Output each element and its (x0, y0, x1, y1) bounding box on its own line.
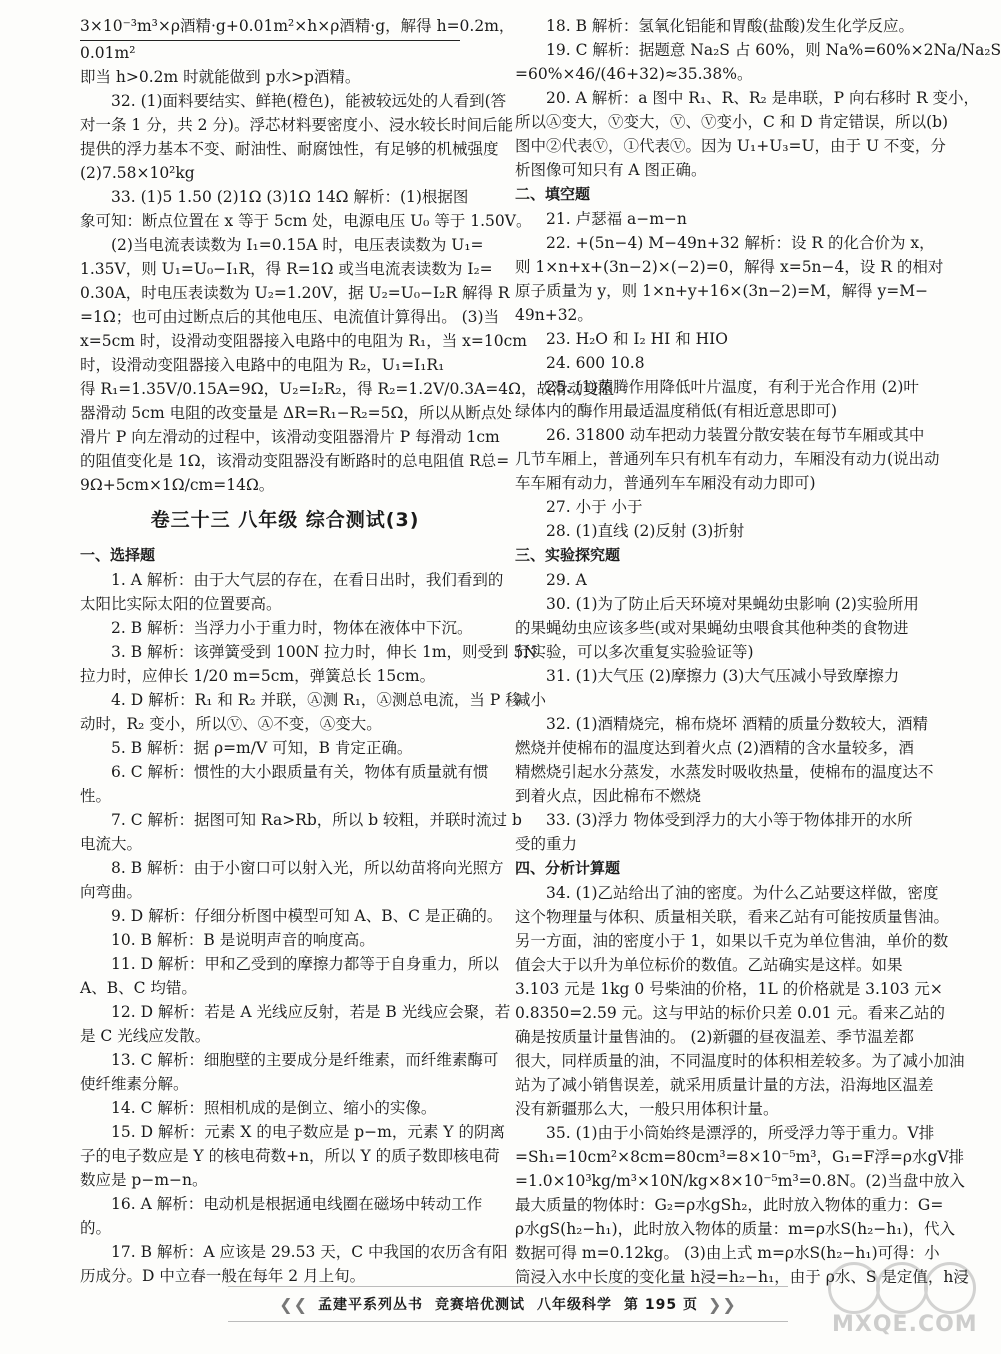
text-line: 绿体内的酶作用最适温度稍低(有相近意思即可) (515, 402, 838, 420)
text-line: 向弯曲。 (80, 883, 143, 901)
watermark-circle-icon (924, 1262, 976, 1314)
text-line: 时，设滑动变阻器接入电路中的电阻为 R₂，U₁=I₁R₁ (80, 356, 445, 374)
text-line: 8. B 解析：由于小窗口可以射入光，所以幼苗将向光照方 (111, 859, 504, 877)
text-line: 33. (1)5 1.50 (2)1Ω (3)1Ω 14Ω 解析：(1)根据图 (111, 188, 469, 206)
text-line: 是 C 光线应发散。 (80, 1027, 211, 1045)
section-heading: 二、填空题 (515, 185, 591, 203)
text-line: 这个物理量与体积、质量相关联，看来乙站有可能按质量售油。 (515, 908, 950, 926)
footer-series: 孟建平系列丛书 (318, 1297, 423, 1313)
text-line: 16. A 解析：电动机是根据通电线圈在磁场中转动工作 (111, 1195, 483, 1213)
text-line: 9Ω+5cm×1Ω/cm=14Ω。 (80, 476, 275, 494)
text-line: 9. D 解析：仔细分析图中模型可知 A、B、C 是正确的。 (111, 907, 503, 925)
text-line: 很大，同样质量的油，不同温度时的体积相差较多。为了减小加油 (515, 1052, 965, 1070)
text-line: 1.35V，则 U₁=U₀−I₁R，得 R=1Ω 或当电流表读数为 I₂= (80, 260, 493, 278)
text-line: 的果蝇幼虫应该多些(或对果蝇幼虫喂食其他种类的食物进 (515, 619, 909, 637)
watermark-circle-icon (876, 1262, 928, 1314)
right-column (515, 14, 1001, 1289)
text-line: 26. 31800 动车把动力装置分散安装在每节车厢或其中 (546, 426, 925, 444)
text-line: A、B、C 均错。 (80, 979, 197, 997)
footer-subject: 八年级科学 (537, 1297, 612, 1313)
text-line: 拉力时，应伸长 1/20 m=5cm，弹簧总长 15cm。 (80, 667, 436, 685)
text-line: 27. 小于 小于 (546, 498, 643, 516)
text-line: 筒浸入水中长度的变化量 h浸=h₂−h₁，由于 ρ水、S 是定值，h浸 (515, 1268, 969, 1286)
text-line: 最大质量的物体时：G₂=ρ水gSh₂，此时放入物体的重力：G= (515, 1196, 944, 1214)
text-line: 数据可得 m=0.12kg。 (3)由上式 m=ρ水S(h₂−h₁)可得：小 (515, 1244, 940, 1262)
text-line: 滑片 P 向左滑动的过程中，该滑动变阻器滑片 P 每滑动 1cm (80, 428, 500, 446)
footer-page-number: 第 195 页 (624, 1297, 698, 1313)
text-line: 33. (3)浮力 物体受到浮力的大小等于物体排开的水所 (546, 811, 913, 829)
text-line: 10. B 解析：B 是说明声音的响度高。 (111, 931, 375, 949)
text-line: 19. C 解析：据题意 Na₂S 占 60%，则 Na%=60%×2Na/Na₂S (546, 41, 1001, 59)
text-line: 20. A 解析：a 图中 R₁、R、R₂ 是串联，P 向右移时 R 变小， (546, 89, 980, 107)
text-line: 22. +(5n−4) M−49n+32 解析：设 R 的化合价为 x， (546, 234, 935, 252)
text-line: x=5cm 时，设滑动变阻器接入电路中的电阻为 R₁，当 x=10cm (80, 332, 527, 350)
text-line: 5. B 解析：据 ρ=m/V 可知，B 肯定正确。 (111, 739, 413, 757)
section-heading: 一、选择题 (80, 546, 156, 564)
text-line: 0.8350=2.59 元。这与甲站的标价只差 0.01 元。看来乙站的 (515, 1004, 946, 1022)
text-line: 6. C 解析：惯性的大小跟质量有关，物体有质量就有惯 (111, 763, 489, 781)
text-line: 历成分。D 中立春一般在每年 2 月上旬。 (80, 1267, 366, 1285)
text-line: 3. B 解析：该弹簧受到 100N 拉力时，伸长 1m，则受到 5N (111, 643, 537, 661)
text-line: 太阳比实际太阳的位置要高。 (80, 595, 282, 613)
text-line: 车车厢有动力，普通列车车厢没有动力即可) (515, 474, 816, 492)
text-line: 21. 卢瑟福 a−m−n (546, 210, 687, 228)
text-line: 子的电子数应是 Y 的核电荷数+n，所以 Y 的质子数即核电荷 (80, 1147, 500, 1165)
text-line: 18. B 解析：氢氧化铝能和胃酸(盐酸)发生化学反应。 (546, 17, 914, 35)
text-line: 所以Ⓐ变大，Ⓥ变大，Ⓥ、Ⓥ变小，C 和 D 肯定错误，所以(b) (515, 113, 949, 131)
text-line: 35. (1)由于小筒始终是漂浮的，所受浮力等于重力。V排 (546, 1124, 935, 1142)
footer-book: 竞赛培优测试 (435, 1297, 525, 1313)
text-line: 受的重力 (515, 835, 578, 853)
text-line: 到着火点，因此棉布不燃烧 (515, 787, 702, 805)
text-line: (2)当电流表读数为 I₁=0.15A 时，电压表读数为 U₁= (111, 236, 484, 254)
text-line: 值会大于以升为单位标价的数值。乙站确实是这样。如果 (515, 956, 903, 974)
text-line: 12. D 解析：若是 A 光线应反射，若是 B 光线应会聚，若 (111, 1003, 511, 1021)
text-line: 电流大。 (80, 835, 143, 853)
text-line: =Sh₁=10cm²×8cm=80cm³=8×10⁻⁵m³，G₁=F浮=ρ水gV排 (515, 1148, 965, 1166)
text-line: 动时，R₂ 变小，所以Ⓥ、Ⓐ不变，Ⓐ变大。 (80, 715, 382, 733)
text-line: 29. A (546, 571, 587, 589)
left-ornament-icon: ❮❮ (279, 1294, 308, 1314)
section-heading: 四、分析计算题 (515, 859, 621, 877)
text-line: =1.0×10³kg/m³×10N/kg×8×10⁻⁵m³=0.8N。(2)当盘中放入 (515, 1172, 965, 1190)
text-line: 析图像可知只有 A 图正确。 (515, 161, 707, 179)
text-line: (2)7.58×10²kg (80, 164, 195, 182)
text-line: 数应是 p−m−n。 (80, 1171, 208, 1189)
text-line: 32. (1)酒精烧完，棉布烧坏 酒精的质量分数较大，酒精 (546, 715, 928, 733)
text-line: 49n+32。 (515, 306, 593, 324)
text-line: 0.30A，时电压表读数为 U₂=1.20V，据 U₂=U₀−I₂R 解得 R (80, 284, 510, 302)
text-line: 17. B 解析：A 应该是 29.53 天，C 中我国的农历含有阳 (111, 1243, 508, 1261)
text-line: 23. H₂O 和 I₂ HI 和 HIO (546, 330, 728, 348)
right-ornament-icon: ❯❯ (707, 1294, 737, 1314)
text-line: 另一方面，油的密度小于 1，如果以千克为单位售油，单价的数 (515, 932, 949, 950)
text-line: 器滑动 5cm 电阻的改变量是 ΔR=R₁−R₂=5Ω，所以从断点处 (80, 404, 512, 422)
exam-title: 卷三十三 八年级 综合测试(3) (150, 509, 420, 531)
text-line: 性。 (80, 787, 112, 805)
text-line: 34. (1)乙站给出了油的密度。为什么乙站要这样做，密度 (546, 884, 939, 902)
text-line: 燃烧并使棉布的温度达到着火点 (2)酒精的含水量较多，酒 (515, 739, 914, 757)
text-line: 30. (1)为了防止后天环境对果蝇幼虫影响 (2)实验所用 (546, 595, 919, 613)
watermark-circle-icon (828, 1262, 880, 1314)
text-line: 行实验，可以多次重复实验验证等) (515, 643, 754, 661)
text-line: 的阻值变化是 1Ω，该滑动变阻器没有断路时的总电阻值 R总= (80, 452, 510, 470)
text-line: =1Ω；也可由过断点后的其他电压、电流值计算得出。 (3)当 (80, 308, 500, 326)
text-line: 25. (1)蒸腾作用降低叶片温度，有利于光合作用 (2)叶 (546, 378, 919, 396)
text-line: 7. C 解析：据图可知 Ra>Rb，所以 b 较粗，并联时流过 b (111, 811, 522, 829)
text-line: 15. D 解析：元素 X 的电子数应是 p−m，元素 Y 的阴离 (111, 1123, 505, 1141)
text-line: 3.103 元是 1kg 0 号柴油的价格，1L 的价格就是 3.103 元× (515, 980, 943, 998)
text-line: 图中②代表Ⓥ，①代表Ⓥ。因为 U₁+U₃=U，由于 U 不变，分 (515, 137, 946, 155)
text-line: 2. B 解析：当浮力小于重力时，物体在液体中下沉。 (111, 619, 473, 637)
text-line: 减小 (515, 691, 547, 709)
text-line: 13. C 解析：细胞壁的主要成分是纤维素，而纤维素酶可 (111, 1051, 499, 1069)
text-line: 象可知：断点位置在 x 等于 5cm 处，电源电压 U₀ 等于 1.50V。 (80, 212, 532, 230)
text-line: 28. (1)直线 (2)反射 (3)折射 (546, 522, 745, 540)
text-line: 4. D 解析：R₁ 和 R₂ 并联，Ⓐ测 R₁，Ⓐ测总电流，当 P 移 (111, 691, 521, 709)
text-line: 32. (1)面料要结实、鲜艳(橙色)，能被较远处的人看到(答 (111, 92, 507, 110)
text-line: 3×10⁻³m³×ρ酒精·g+0.01m²×h×ρ酒精·g，解得 h=0.2m， (80, 17, 515, 35)
text-line: 的。 (80, 1219, 112, 1237)
text-line: 提供的浮力基本不变、耐油性、耐腐蚀性，有足够的机械强度 (80, 140, 499, 158)
text-line: 31. (1)大气压 (2)摩擦力 (3)大气压减小导致摩擦力 (546, 667, 900, 685)
text-line: 即当 h>0.2m 时就能做到 p水>p酒精。 (80, 68, 361, 86)
text-line: 没有新疆那么大，一般只用体积计量。 (515, 1100, 779, 1118)
text-line: =60%×46/(46+32)≈35.38%。 (515, 65, 753, 83)
page-footer (228, 1286, 788, 1322)
text-line: 则 1×n+x+(3n−2)×(−2)=0，解得 x=5n−4，设 R 的相对 (515, 258, 944, 276)
text-line: 0.01m² (80, 44, 136, 62)
text-line: 14. C 解析：照相机成的是倒立、缩小的实像。 (111, 1099, 437, 1117)
text-line: 确是按质量计量售油的。 (2)新疆的昼夜温差、季节温差都 (515, 1028, 914, 1046)
text-line: 几节车厢上，普通列车只有机车有动力，车厢没有动力(说出动 (515, 450, 940, 468)
text-line: 站为了减小销售误差，就采用质量计量的方法，沿海地区温差 (515, 1076, 934, 1094)
text-line: 对一条 1 分，共 2 分)。浮芯材料要密度小、浸水较长时间后能 (80, 116, 513, 134)
text-line: ρ水gS(h₂−h₁)，此时放入物体的质量：m=ρ水S(h₂−h₁)，代入 (515, 1220, 956, 1238)
text-line: 原子质量为 y，则 1×n+y+16×(3n−2)=M，解得 y=M− (515, 282, 929, 300)
text-line: 1. A 解析：由于大气层的存在，在看日出时，我们看到的 (111, 571, 504, 589)
text-line: 精燃烧引起水分蒸发，水蒸发时吸收热量，使棉布的温度达不 (515, 763, 934, 781)
watermark-text: MXQE.COM (832, 1312, 978, 1337)
text-line: 24. 600 10.8 (546, 354, 645, 372)
text-line: 使纤维素分解。 (80, 1075, 189, 1093)
text-line: 得 R₁=1.35V/0.15A=9Ω，U₂=I₂R₂，得 R₂=1.2V/0.3A=4Ω，故滑动变阻 (80, 380, 615, 398)
section-heading: 三、实验探究题 (515, 546, 621, 564)
watermark-logo (828, 1262, 978, 1344)
text-line: 11. D 解析：甲和乙受到的摩擦力都等于自身重力，所以 (111, 955, 499, 973)
